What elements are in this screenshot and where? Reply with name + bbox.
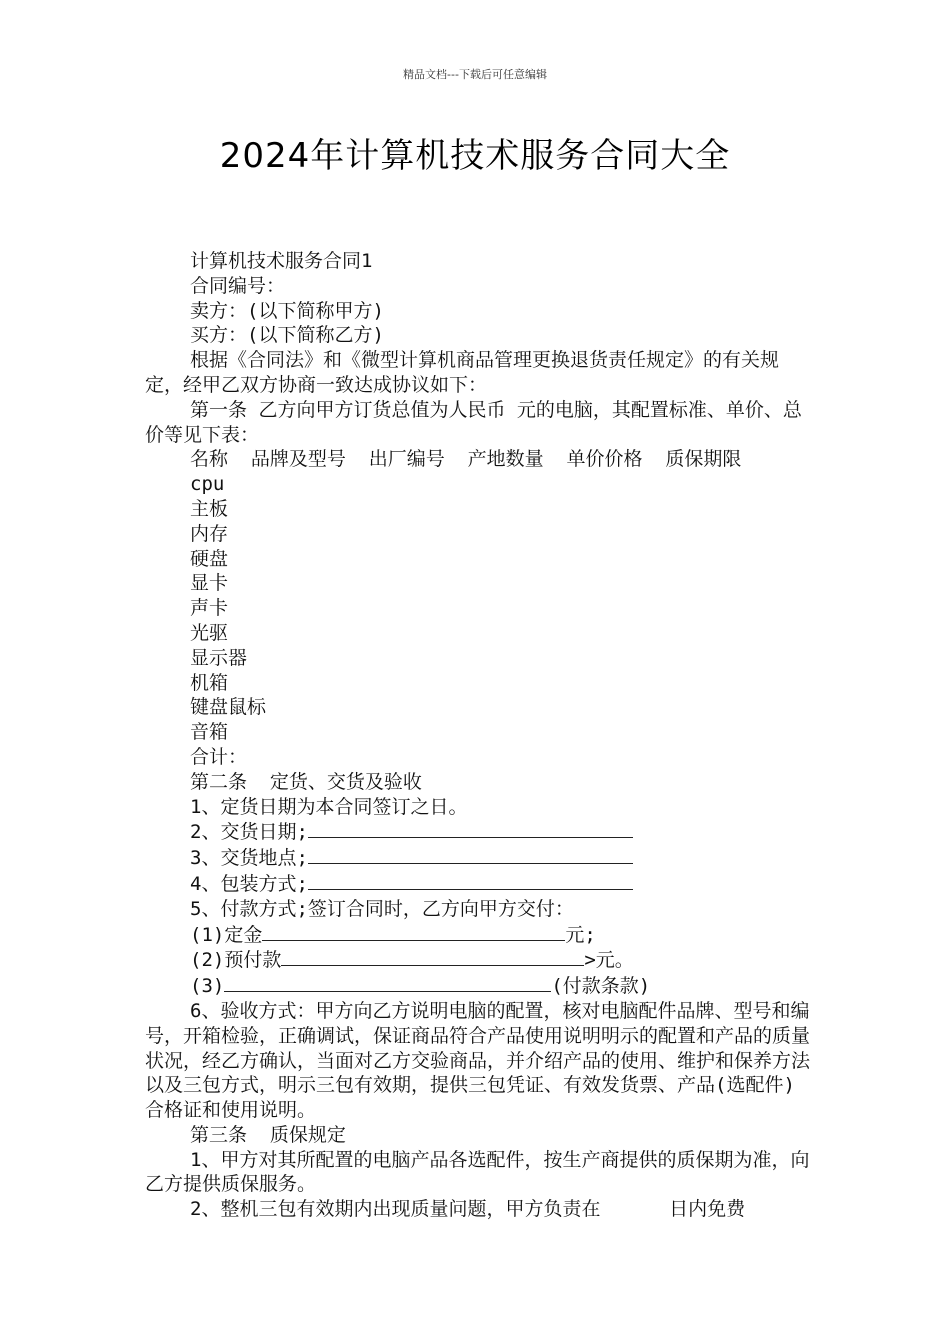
clause-label: 4、包装方式; (190, 872, 308, 895)
list-item: 机箱 (190, 671, 229, 694)
clause-label: (3) (190, 975, 225, 998)
list-item: 主板 (190, 497, 229, 520)
fill-blank (308, 871, 633, 890)
clause-suffix: (付款条款) (551, 975, 651, 998)
list-item: 合计： (190, 745, 248, 768)
clause-3-2: 2、整机三包有效期内出现质量问题，甲方负责在 日内免费 (190, 1198, 746, 1221)
fill-blank (224, 973, 551, 992)
clause-2-5-3 (145, 973, 810, 999)
clause-label: 2、交货日期; (190, 821, 308, 844)
fill-blank (308, 819, 633, 838)
clause-2-5-2 (145, 947, 810, 973)
article2-heading: 第二条 定货、交货及验收 (190, 770, 422, 793)
list-item: 音箱 (190, 721, 229, 744)
clause-label: 3、交货地点; (190, 847, 308, 870)
contract-body (145, 249, 810, 1222)
article1-paragraph: 第一条 乙方向甲方订货总值为人民币 元的电脑，其配置标准、单价、总价等见下表： (145, 398, 802, 446)
contract-heading: 计算机技术服务合同1 (190, 250, 373, 272)
clause-label: (2)预付款 (190, 949, 282, 972)
clause-2-6: 6、验收方式：甲方向乙方说明电脑的配置，核对电脑配件品牌、型号和编号，开箱检验，正确调试，保证商品符合产品使用说明明示的配置和产品的质量状况，经乙方确认，当面对乙方交验商品，并介绍产品的使用、维护和保养方法以及三包方式，明示三包有效期，提供三包凭证、有效发货票、产品(选配件)合格证和使用说明。 (145, 999, 811, 1122)
clause-2-3 (145, 845, 810, 871)
header-note: 精品文档---下载后可任意编辑 (403, 68, 547, 81)
clause-2-4 (145, 871, 810, 897)
seller-line: 卖方：(以下简称甲方) (190, 299, 384, 322)
table-header: 名称 品牌及型号 出厂编号 产地数量 单价价格 质保期限 (190, 448, 742, 471)
buyer-line: 买方：(以下简称乙方) (190, 324, 384, 347)
page-title: 2024年计算机技术服务合同大全 (219, 136, 731, 176)
list-item: 键盘鼠标 (190, 696, 267, 719)
fill-blank (308, 845, 633, 864)
list-item: 内存 (190, 522, 229, 545)
clause-3-1: 1、甲方对其所配置的电脑产品各选配件，按生产商提供的质保期为准，向乙方提供质保服务。 (145, 1148, 810, 1196)
clause-2-5: 5、付款方式;签订合同时，乙方向甲方交付： (190, 897, 574, 920)
list-item: 硬盘 (190, 547, 229, 570)
basis-paragraph: 根据《合同法》和《微型计算机商品管理更换退货责任规定》的有关规定，经甲乙双方协商一致达成协议如下： (145, 349, 780, 396)
fill-blank (281, 947, 584, 966)
clause-suffix: 元; (565, 923, 596, 946)
list-item: cpu (190, 473, 225, 496)
clause-suffix: >元。 (584, 949, 634, 972)
clause-2-1: 1、定货日期为本合同签订之日。 (190, 795, 468, 818)
clause-2-5-1 (145, 922, 810, 948)
list-item: 显卡 (190, 572, 229, 595)
list-item: 声卡 (190, 597, 229, 620)
fill-blank (262, 922, 565, 941)
article3-heading: 第三条 质保规定 (190, 1123, 346, 1146)
clause-label: (1)定金 (190, 923, 263, 946)
list-item: 显示器 (190, 646, 248, 669)
clause-2-2 (145, 819, 810, 845)
list-item: 光驱 (190, 621, 229, 644)
contract-number: 合同编号： (190, 274, 286, 297)
